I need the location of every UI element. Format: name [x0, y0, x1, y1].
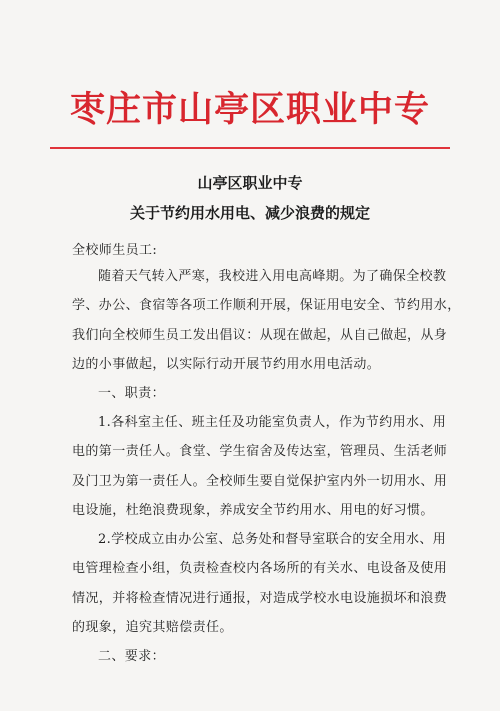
- paragraph-line: 电设施，杜绝浪费现象，养成安全节约用水、用电的好习惯。: [72, 502, 434, 518]
- section-heading: 一、职责：: [98, 386, 166, 401]
- paragraph-line: 边的小事做起，以实际行动开展节约用水用电活动。: [72, 356, 381, 372]
- section-heading: 二、要求：: [98, 649, 166, 664]
- paragraph-line: 的现象，追究其赔偿责任。: [72, 619, 233, 635]
- letterhead-divider: [50, 147, 450, 149]
- paragraph-line: 情况，并将检查情况进行通报，对造成学校水电设施损坏和浪费: [72, 590, 448, 606]
- letterhead-title: 枣庄市山亭区职业中专: [69, 89, 430, 130]
- document-issuer: 山亭区职业中专: [197, 174, 303, 192]
- paragraph-line: 学、办公、食宿等各项工作顺利开展，保证用电安全、节约用水，: [72, 298, 461, 314]
- paragraph-intro: [72, 262, 461, 379]
- paragraph-line: 电的第一责任人。食堂、学生宿舍及传达室，管理员、生活老师: [72, 444, 448, 460]
- paragraph-line: 及门卫为第一责任人。全校师生要自觉保护室内外一切用水、用: [72, 473, 448, 489]
- paragraph-line: 电管理检查小组，负责检查校内各场所的有关水、电设备及使用: [72, 561, 448, 577]
- paragraph-duty-1: [72, 408, 448, 525]
- salutation: 全校师生员工:: [72, 243, 158, 258]
- paragraph-line: 2.学校成立由办公室、总务处和督导室联合的安全用水、用: [98, 532, 447, 547]
- section-heading-requirements: [72, 642, 432, 671]
- paragraph-line: 1.各科室主任、班主任及功能室负责人，作为节约用水、用: [98, 415, 447, 430]
- paragraph-line: 随着天气转入严寒，我校进入用电高峰期。为了确保全校教: [98, 269, 447, 284]
- document-title: 关于节约用水用电、减少浪费的规定: [129, 204, 370, 222]
- paragraph-line: 我们向全校师生员工发出倡议：从现在做起，从自己做起，从身: [72, 327, 448, 343]
- section-heading-duties: [72, 379, 432, 408]
- paragraph-duty-2: [72, 525, 448, 642]
